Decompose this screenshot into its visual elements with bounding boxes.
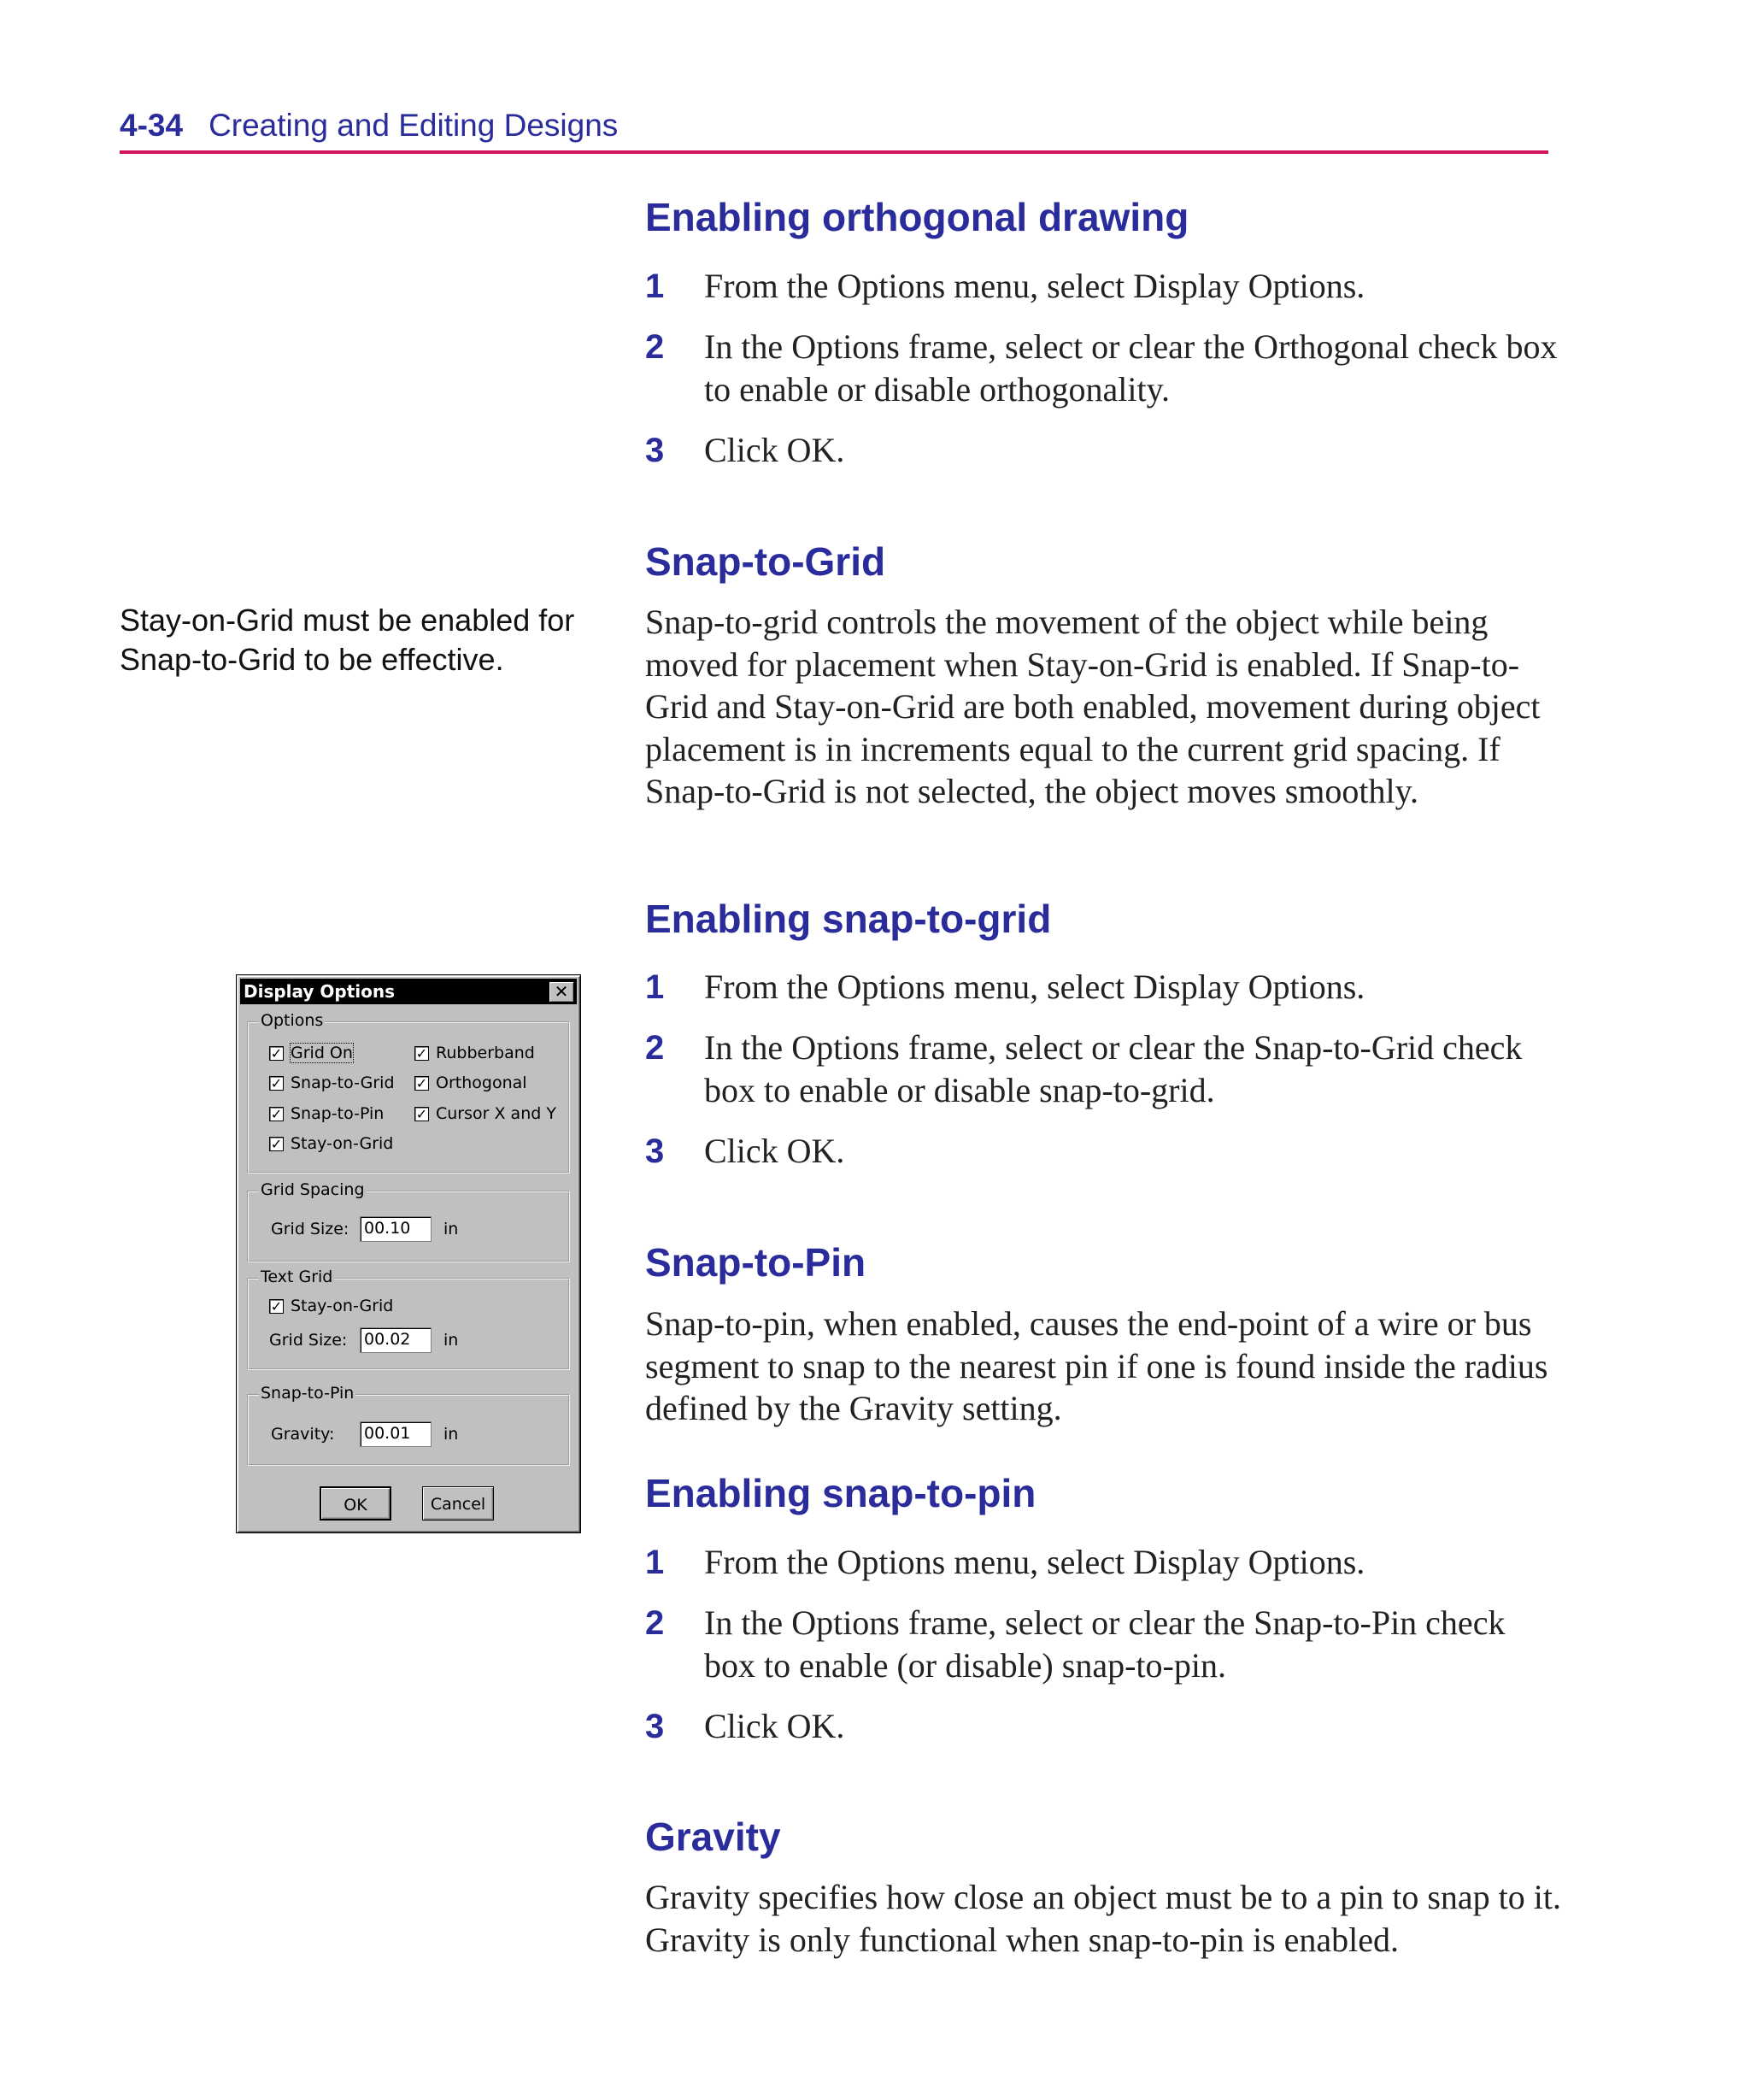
gravity-body: Gravity specifies how close an object must be to a pin to snap to it. Gravity is only functional when snap-to-pin is enabled. xyxy=(645,1878,1561,1959)
check-icon: ✓ xyxy=(415,1044,428,1062)
step-text: From the Options menu, select Display Options. xyxy=(704,968,1365,1006)
check-icon: ✓ xyxy=(270,1044,283,1062)
check-icon: ✓ xyxy=(415,1105,428,1122)
options-group-label: Options xyxy=(261,1011,324,1030)
heading-gravity: Gravity xyxy=(645,1815,781,1859)
snap-to-grid-body: Snap-to-grid controls the movement of the object while being moved for placement when Stay-on-Grid is enabled. If Snap-to-Grid and Stay-on-Grid are both enabled, movement during object placement is in increments equal to the current grid spacing. If Snap-to-Grid is not selected, the object moves smoothly. xyxy=(645,603,1541,810)
step-number: 2 xyxy=(645,1029,665,1067)
gravity-row xyxy=(271,1421,458,1447)
heading-enabling-snap-to-pin: Enabling snap-to-pin xyxy=(645,1471,1036,1515)
gravity-input[interactable]: 00.01 xyxy=(360,1421,432,1447)
page-header xyxy=(120,108,618,144)
check-icon: ✓ xyxy=(270,1297,283,1315)
ok-button[interactable]: OK xyxy=(320,1486,391,1521)
snap-to-pin-group-label: Snap-to-Pin xyxy=(261,1384,355,1403)
grid-on-checkbox[interactable] xyxy=(269,1044,353,1062)
ortho-step-3 xyxy=(645,429,1559,472)
snappin-step-2 xyxy=(645,1602,1559,1687)
step-number: 2 xyxy=(645,328,665,366)
heading-enabling-snap-to-grid: Enabling snap-to-grid xyxy=(645,897,1052,941)
chapter-title: Creating and Editing Designs xyxy=(208,108,619,143)
step-text: In the Options frame, select or clear the Orthogonal check box to enable or disable orthogonality. xyxy=(704,327,1558,409)
step-number: 3 xyxy=(645,432,665,469)
text-stay-on-grid-checkbox[interactable] xyxy=(269,1297,393,1315)
checkbox-label: Snap-to-Pin xyxy=(291,1104,385,1123)
step-text: In the Options frame, select or clear the Snap-to-Pin check box to enable (or disable) snap-to-pin. xyxy=(704,1603,1506,1685)
heading-snap-to-grid: Snap-to-Grid xyxy=(645,539,886,584)
dialog-title: Display Options xyxy=(244,981,396,1002)
page-number: 4-34 xyxy=(120,108,184,143)
step-number: 3 xyxy=(645,1132,665,1170)
snap-to-pin-body: Snap-to-pin, when enabled, causes the end-point of a wire or bus segment to snap to the nearest pin if one is found inside the radius defined by the Gravity setting. xyxy=(645,1304,1548,1427)
heading-snap-to-pin: Snap-to-Pin xyxy=(645,1240,866,1285)
dialog-title-bar xyxy=(240,979,577,1004)
step-number: 1 xyxy=(645,268,665,305)
grid-size-row xyxy=(271,1216,458,1242)
gravity-unit: in xyxy=(443,1425,459,1444)
text-grid-group xyxy=(247,1268,570,1370)
checkbox-label: Orthogonal xyxy=(436,1074,527,1092)
gravity-label: Gravity: xyxy=(271,1425,335,1444)
checkbox-label: Cursor X and Y xyxy=(436,1104,556,1123)
cursor-xy-checkbox[interactable] xyxy=(414,1104,556,1123)
ortho-step-1 xyxy=(645,265,1559,308)
step-text: In the Options frame, select or clear the Snap-to-Grid check box to enable or disable snap-to-grid. xyxy=(704,1028,1523,1109)
step-number: 3 xyxy=(645,1708,665,1745)
snap-to-pin-checkbox[interactable] xyxy=(269,1104,384,1123)
step-text: Click OK. xyxy=(704,1132,845,1170)
step-number: 2 xyxy=(645,1604,665,1642)
margin-note: Stay-on-Grid must be enabled for Snap-to-Grid to be effective. xyxy=(120,603,575,677)
checkbox-label: Rubberband xyxy=(436,1044,535,1062)
snappin-step-1 xyxy=(645,1541,1559,1584)
snap-to-pin-group xyxy=(247,1384,570,1466)
step-text: From the Options menu, select Display Options. xyxy=(704,267,1365,305)
text-grid-size-row xyxy=(269,1327,458,1353)
step-number: 1 xyxy=(645,968,665,1006)
orthogonal-checkbox[interactable] xyxy=(414,1074,527,1092)
grid-spacing-group xyxy=(247,1180,570,1262)
grid-size-unit: in xyxy=(443,1220,459,1238)
snap-to-grid-checkbox[interactable] xyxy=(269,1074,395,1092)
ortho-step-2 xyxy=(645,326,1559,411)
text-grid-size-label: Grid Size: xyxy=(269,1331,348,1350)
check-icon: ✓ xyxy=(270,1135,283,1152)
check-icon: ✓ xyxy=(415,1074,428,1091)
text-grid-size-unit: in xyxy=(443,1331,459,1350)
close-icon[interactable]: ✕ xyxy=(549,981,574,1003)
checkbox-label: Stay-on-Grid xyxy=(291,1297,394,1315)
checkbox-label: Grid On xyxy=(291,1044,353,1062)
check-icon: ✓ xyxy=(270,1105,283,1122)
check-icon: ✓ xyxy=(270,1074,283,1091)
snapgrid-step-1 xyxy=(645,966,1559,1009)
text-grid-size-input[interactable]: 00.02 xyxy=(360,1327,432,1353)
display-options-dialog xyxy=(236,974,581,1533)
header-rule xyxy=(120,150,1548,154)
stay-on-grid-checkbox[interactable] xyxy=(269,1134,393,1153)
grid-size-input[interactable]: 00.10 xyxy=(360,1216,432,1242)
heading-enabling-orthogonal: Enabling orthogonal drawing xyxy=(645,195,1189,239)
step-text: Click OK. xyxy=(704,1707,845,1745)
snappin-step-3 xyxy=(645,1705,1559,1748)
snapgrid-step-3 xyxy=(645,1130,1559,1173)
options-group xyxy=(247,1011,570,1174)
step-text: Click OK. xyxy=(704,431,845,469)
checkbox-label: Snap-to-Grid xyxy=(291,1074,395,1092)
grid-size-label: Grid Size: xyxy=(271,1220,349,1238)
rubberband-checkbox[interactable] xyxy=(414,1044,535,1062)
step-number: 1 xyxy=(645,1544,665,1581)
cancel-button[interactable]: Cancel xyxy=(422,1486,494,1521)
text-grid-label: Text Grid xyxy=(261,1268,333,1286)
snapgrid-step-2 xyxy=(645,1026,1559,1112)
grid-spacing-label: Grid Spacing xyxy=(261,1180,365,1199)
checkbox-label: Stay-on-Grid xyxy=(291,1134,394,1153)
step-text: From the Options menu, select Display Options. xyxy=(704,1543,1365,1581)
